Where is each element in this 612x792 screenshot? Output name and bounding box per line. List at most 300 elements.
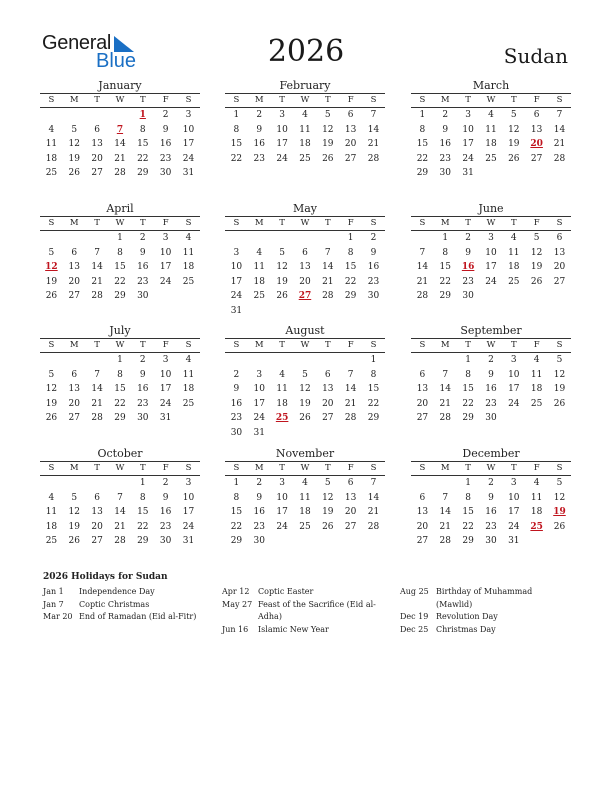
empty-day-cell [339, 353, 362, 368]
day-cell: 3 [233, 247, 240, 258]
month-name: January [98, 79, 142, 92]
day-cell: 16 [159, 507, 172, 518]
week-row [225, 368, 385, 383]
day-cell: 29 [344, 291, 357, 302]
day-cell: 31 [462, 168, 474, 179]
week-row [40, 289, 200, 304]
week-row [225, 382, 385, 397]
weekday-label: M [440, 340, 450, 350]
weekday-label: M [440, 95, 450, 105]
day-cell: 23 [137, 398, 149, 409]
day-cell: 12 [299, 384, 311, 395]
day-cell: 2 [442, 110, 449, 120]
holiday-name: Coptic Easter [258, 587, 314, 596]
day-cell: 6 [347, 478, 354, 488]
day-cell: 18 [485, 139, 497, 150]
weekday-label: T [139, 463, 146, 473]
empty-day-cell [294, 304, 317, 319]
day-cell: 5 [48, 247, 55, 258]
day-cell: 16 [137, 384, 149, 395]
week-row [225, 108, 385, 123]
empty-day-cell [434, 476, 457, 491]
week-row [225, 426, 385, 441]
day-cell: 2 [233, 369, 240, 380]
day-cell: 20 [91, 153, 103, 164]
holiday-name: Coptic Christmas [79, 599, 150, 609]
day-cell: 1 [233, 110, 240, 120]
day-cell: 6 [419, 492, 426, 503]
month-february [225, 79, 385, 166]
week-row [225, 231, 385, 246]
holiday-item [222, 586, 382, 599]
day-cell: 15 [137, 507, 149, 518]
weekday-header [40, 339, 200, 353]
day-cell: 14 [114, 507, 126, 518]
day-cell: 14 [553, 124, 566, 135]
day-cell: 10 [276, 492, 288, 503]
empty-day-cell [154, 289, 177, 304]
day-cell: 25 [45, 536, 58, 547]
day-cell: 6 [71, 369, 78, 380]
day-cell: 7 [419, 247, 426, 258]
day-cell: 21 [344, 398, 357, 409]
day-cell: 24 [182, 521, 195, 532]
day-cell: 19 [68, 153, 80, 164]
day-cell: 11 [45, 139, 58, 150]
day-cell: 10 [508, 492, 520, 503]
weekday-label: S [233, 95, 240, 105]
empty-day-cell [63, 353, 86, 368]
week-row [411, 397, 571, 412]
week-row [225, 304, 385, 319]
day-cell: 24 [253, 413, 265, 424]
empty-day-cell [362, 426, 385, 441]
empty-day-cell [271, 231, 294, 246]
day-cell: 30 [253, 536, 265, 547]
day-cell: 30 [137, 291, 149, 302]
day-cell: 9 [488, 492, 494, 503]
week-row [411, 108, 571, 123]
day-cell: 18 [530, 384, 543, 395]
month-name: July [109, 324, 131, 337]
day-cell: 16 [253, 139, 265, 150]
day-cell: 28 [114, 536, 126, 547]
month-august [225, 324, 385, 441]
weekday-header [225, 94, 385, 108]
empty-day-cell [86, 108, 109, 123]
day-cell: 30 [367, 291, 380, 302]
day-cell: 8 [347, 247, 354, 258]
day-cell: 23 [137, 276, 149, 287]
day-cell: 1 [442, 233, 449, 243]
day-cell: 16 [253, 507, 265, 518]
day-cell: 11 [508, 247, 520, 258]
day-cell: 13 [344, 492, 357, 503]
empty-day-cell [63, 476, 86, 491]
day-cell: 14 [367, 492, 380, 503]
day-cell: 18 [45, 521, 58, 532]
day-cell: 13 [344, 124, 357, 135]
weekday-label: T [324, 95, 331, 105]
day-cell: 31 [182, 536, 195, 547]
holiday-item [43, 586, 213, 599]
day-cell: 7 [370, 110, 377, 120]
day-cell: 6 [419, 369, 426, 380]
day-cell: 28 [322, 291, 334, 302]
day-cell: 23 [253, 153, 265, 164]
day-cell: 30 [137, 413, 149, 424]
weekday-label: T [324, 218, 331, 228]
weekday-label: M [69, 95, 79, 105]
empty-day-cell [63, 108, 86, 123]
day-cell: 23 [253, 521, 265, 532]
holiday-name: Christmas Day [436, 624, 496, 634]
day-cell: 3 [279, 478, 285, 488]
empty-day-cell [362, 534, 385, 549]
day-cell: 21 [439, 398, 451, 409]
day-cell: 26 [553, 521, 566, 532]
empty-day-cell [316, 426, 339, 441]
week-row [40, 260, 200, 275]
day-cell: 20 [299, 276, 311, 287]
weekday-label: S [419, 218, 426, 228]
day-cell: 11 [299, 492, 311, 503]
day-cell: 25 [508, 276, 520, 287]
week-row [40, 137, 200, 152]
day-cell: 4 [302, 110, 308, 120]
day-cell: 22 [114, 276, 126, 287]
weekday-label: M [69, 340, 79, 350]
day-cell: 29 [462, 536, 474, 547]
holiday-name: Independence Day [79, 587, 155, 596]
day-cell: 27 [322, 413, 334, 424]
weekday-label: T [279, 340, 285, 350]
weekday-label: T [465, 218, 471, 228]
weekday-label: S [48, 340, 55, 350]
day-cell: 28 [91, 413, 103, 424]
day-cell: 21 [322, 276, 334, 287]
weekday-label: W [115, 95, 125, 105]
weekday-label: S [556, 95, 563, 105]
weekday-label: T [139, 218, 146, 228]
day-cell: 23 [485, 398, 497, 409]
day-cell: 11 [299, 124, 311, 135]
day-cell: 24 [159, 398, 172, 409]
weekday-label: W [115, 463, 125, 473]
weekday-label: T [279, 218, 285, 228]
day-cell: 12 [508, 124, 520, 135]
day-cell: 2 [162, 110, 169, 120]
weekday-label: T [324, 340, 331, 350]
day-cell: 12 [553, 492, 566, 503]
day-cell: 21 [367, 507, 380, 518]
day-cell: 27 [530, 153, 543, 164]
day-cell: 20 [553, 262, 566, 273]
day-cell: 6 [347, 110, 354, 120]
holiday-day-cell: 12 [45, 262, 58, 273]
day-cell: 8 [465, 369, 471, 380]
holiday-day-cell: 16 [461, 262, 475, 273]
day-cell: 10 [508, 369, 520, 380]
holiday-name: End of Ramadan (Eid al-Fitr) [79, 612, 197, 621]
month-september [411, 324, 571, 426]
holiday-date: Mar 20 [43, 612, 73, 621]
day-cell: 20 [68, 398, 80, 409]
day-cell: 17 [462, 139, 474, 150]
weekday-label: W [300, 340, 310, 350]
weekday-label: M [254, 218, 264, 228]
weekday-label: F [347, 218, 354, 228]
day-cell: 16 [367, 262, 380, 273]
day-cell: 5 [302, 369, 308, 380]
empty-day-cell [40, 231, 63, 246]
day-cell: 26 [299, 413, 311, 424]
day-cell: 8 [117, 369, 123, 380]
weekday-label: F [347, 340, 354, 350]
weekday-label: M [69, 463, 79, 473]
weekday-label: F [347, 463, 354, 473]
day-cell: 4 [185, 233, 192, 243]
week-row [225, 397, 385, 412]
day-cell: 11 [485, 124, 497, 135]
day-cell: 31 [230, 305, 243, 316]
empty-day-cell [525, 166, 548, 181]
week-row [225, 505, 385, 520]
weekday-label: T [465, 340, 471, 350]
day-cell: 27 [416, 536, 429, 547]
weekday-header [411, 339, 571, 353]
week-row [411, 166, 571, 181]
weekday-label: M [440, 463, 450, 473]
weekday-label: W [115, 218, 125, 228]
day-cell: 8 [139, 492, 146, 503]
weekday-label: S [48, 218, 55, 228]
day-cell: 28 [91, 291, 103, 302]
day-cell: 14 [114, 139, 126, 150]
day-cell: 18 [508, 262, 520, 273]
day-cell: 12 [553, 369, 566, 380]
day-cell: 20 [322, 398, 334, 409]
holiday-name: Islamic New Year [258, 624, 329, 634]
day-cell: 5 [324, 478, 331, 488]
weekday-label: F [533, 95, 540, 105]
weekday-label: S [556, 218, 563, 228]
month-july [40, 324, 200, 426]
holiday-date: Aug 25 [400, 587, 429, 596]
day-cell: 9 [256, 492, 263, 503]
day-cell: 26 [276, 291, 288, 302]
day-cell: 29 [114, 291, 126, 302]
day-cell: 9 [162, 124, 169, 135]
day-cell: 26 [322, 521, 334, 532]
day-cell: 9 [162, 492, 169, 503]
day-cell: 12 [276, 262, 288, 273]
day-cell: 11 [182, 369, 195, 380]
weekday-label: T [94, 218, 100, 228]
holiday-day-cell: 25 [530, 521, 543, 532]
weekday-label: T [279, 95, 285, 105]
page-title: 2026 [267, 34, 345, 69]
empty-day-cell [225, 353, 248, 368]
day-cell: 22 [439, 276, 451, 287]
day-cell: 28 [439, 413, 451, 424]
week-row [411, 411, 571, 426]
day-cell: 19 [508, 139, 520, 150]
day-cell: 22 [416, 153, 429, 164]
week-row [40, 476, 200, 491]
day-cell: 5 [533, 233, 540, 243]
weekday-header [40, 462, 200, 476]
day-cell: 19 [530, 262, 543, 273]
week-row [40, 108, 200, 123]
day-cell: 5 [556, 478, 563, 488]
empty-day-cell [177, 289, 200, 304]
day-cell: 20 [91, 521, 103, 532]
week-row [40, 231, 200, 246]
day-cell: 15 [114, 384, 126, 395]
week-row [40, 534, 200, 549]
weekday-label: S [370, 463, 377, 473]
weekday-label: W [300, 218, 310, 228]
day-cell: 13 [530, 124, 543, 135]
weekday-label: S [419, 95, 426, 105]
weekday-label: T [139, 340, 146, 350]
day-cell: 19 [322, 139, 334, 150]
day-cell: 10 [462, 124, 474, 135]
day-cell: 16 [137, 262, 149, 273]
weekday-label: T [94, 95, 100, 105]
day-cell: 3 [510, 478, 517, 488]
day-cell: 1 [465, 355, 471, 365]
day-cell: 4 [302, 478, 308, 488]
holiday-day-cell: 20 [530, 139, 543, 150]
week-row [40, 246, 200, 261]
week-row [225, 353, 385, 368]
day-cell: 6 [94, 492, 100, 503]
day-cell: 19 [68, 521, 80, 532]
holiday-column [43, 586, 213, 624]
day-cell: 27 [416, 413, 429, 424]
day-cell: 20 [68, 276, 80, 287]
week-row [225, 411, 385, 426]
day-cell: 17 [276, 139, 288, 150]
weekday-label: W [486, 463, 496, 473]
empty-day-cell [548, 289, 571, 304]
week-row [225, 246, 385, 261]
day-cell: 15 [230, 139, 243, 150]
day-cell: 17 [253, 398, 265, 409]
day-cell: 7 [370, 478, 377, 488]
weekday-label: S [233, 340, 240, 350]
holiday-item [400, 586, 570, 611]
holiday-item [400, 611, 570, 624]
week-row [40, 353, 200, 368]
day-cell: 4 [48, 124, 55, 135]
month-name: September [460, 324, 522, 337]
weekday-label: T [465, 463, 471, 473]
day-cell: 30 [439, 168, 451, 179]
day-cell: 5 [71, 492, 78, 503]
day-cell: 25 [182, 276, 195, 287]
empty-day-cell [63, 231, 86, 246]
day-cell: 26 [45, 291, 58, 302]
day-cell: 25 [253, 291, 265, 302]
day-cell: 18 [182, 384, 195, 395]
day-cell: 1 [117, 233, 123, 243]
weekday-label: T [279, 463, 285, 473]
day-cell: 27 [68, 291, 80, 302]
day-cell: 2 [370, 233, 377, 243]
day-cell: 9 [370, 247, 377, 258]
empty-day-cell [525, 411, 548, 426]
day-cell: 9 [256, 124, 263, 135]
day-cell: 22 [344, 276, 357, 287]
weekday-label: S [370, 95, 377, 105]
week-row [411, 382, 571, 397]
day-cell: 19 [299, 398, 311, 409]
empty-day-cell [40, 476, 63, 491]
day-cell: 1 [419, 110, 426, 120]
day-cell: 26 [553, 398, 566, 409]
weekday-label: F [533, 218, 540, 228]
weekday-label: F [533, 463, 540, 473]
empty-day-cell [271, 426, 294, 441]
weekday-label: S [185, 218, 192, 228]
week-row [411, 137, 571, 152]
week-row [411, 353, 571, 368]
day-cell: 6 [302, 247, 308, 258]
empty-day-cell [411, 476, 434, 491]
day-cell: 7 [442, 369, 449, 380]
day-cell: 20 [344, 139, 357, 150]
day-cell: 14 [416, 262, 429, 273]
day-cell: 19 [45, 276, 58, 287]
day-cell: 13 [322, 384, 334, 395]
weekday-label: T [510, 95, 517, 105]
day-cell: 9 [442, 124, 449, 135]
day-cell: 20 [344, 507, 357, 518]
weekday-label: S [370, 340, 377, 350]
day-cell: 13 [416, 507, 429, 518]
day-cell: 22 [137, 153, 149, 164]
day-cell: 28 [553, 153, 566, 164]
holiday-date: Apr 12 [222, 587, 250, 596]
weekday-label: T [510, 340, 517, 350]
weekday-label: W [486, 95, 496, 105]
week-row [40, 275, 200, 290]
empty-day-cell [271, 353, 294, 368]
day-cell: 14 [91, 262, 103, 273]
weekday-label: M [440, 218, 450, 228]
day-cell: 27 [91, 168, 103, 179]
day-cell: 30 [485, 536, 497, 547]
day-cell: 23 [462, 276, 474, 287]
day-cell: 3 [162, 233, 169, 243]
week-row [411, 275, 571, 290]
day-cell: 16 [485, 507, 497, 518]
day-cell: 13 [553, 247, 566, 258]
day-cell: 30 [485, 413, 497, 424]
holiday-day-cell: 19 [553, 507, 566, 518]
day-cell: 2 [256, 478, 263, 488]
day-cell: 4 [488, 110, 494, 120]
day-cell: 15 [114, 262, 126, 273]
empty-day-cell [86, 231, 109, 246]
day-cell: 24 [276, 521, 288, 532]
day-cell: 24 [462, 153, 474, 164]
day-cell: 2 [139, 355, 146, 365]
empty-day-cell [109, 108, 132, 123]
